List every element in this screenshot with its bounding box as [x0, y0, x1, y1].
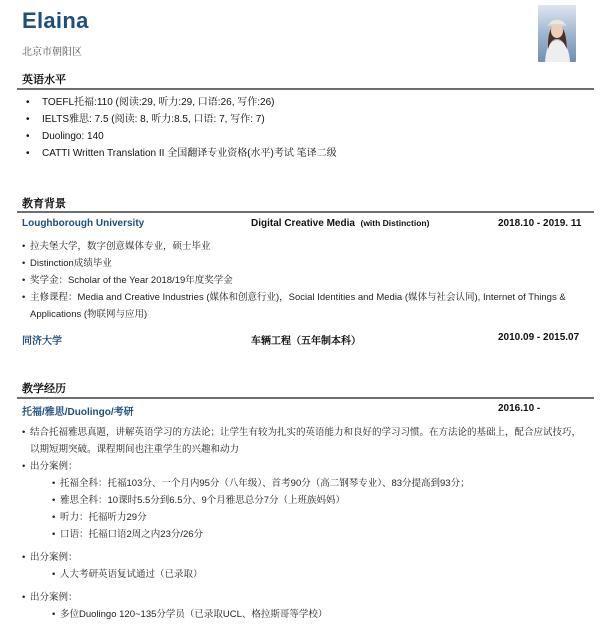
- list-item: • 结合托福雅思真题，讲解英语学习的方法论；让学生有较为扎实的英语能力和良好的学习习惯。在方法论的基础上，配合应试技巧，以期短期突破。课程期间也注重学生的兴趣和动力: [22, 424, 587, 458]
- list-item: • IELTS雅思: 7.5 (阅读: 8, 听力:8.5, 口语: 7, 写作: 7): [26, 113, 337, 130]
- list-item: • 多位Duolingo 120~135分学员（已录取UCL、格拉斯哥等学校）: [52, 606, 587, 623]
- degree-name: Digital Creative Media: [251, 218, 355, 229]
- list-item: • 主修课程：Media and Creative Industries (媒体和创意行业)，Social Identities and Media (媒体与社会认同), Internet of Things & Applications (物联网与应用): [22, 289, 587, 323]
- list-item: • 口语：托福口语2周之内23分/26分: [52, 526, 587, 543]
- list-item: • CATTI Written Translation II 全国翻译专业资格(水平)考试 笔译二级: [26, 147, 337, 164]
- list-item: • 雅思全科：10课时5.5分到6.5分、9个月雅思总分7分（上班族妈妈）: [52, 492, 587, 509]
- date-range: 2016.10 -: [498, 403, 541, 414]
- list-item: • 出分案例：: [22, 549, 587, 566]
- education-entry-header: [22, 218, 582, 232]
- date-range: 2018.10 - 2019. 11: [498, 218, 582, 229]
- list-item: • 出分案例：: [22, 458, 587, 475]
- list-item: • Distinction成绩毕业: [22, 255, 587, 272]
- teaching-role: 托福/雅思/Duolingo/考研: [22, 407, 134, 418]
- list-item: • 出分案例：: [22, 589, 587, 606]
- teaching-entry-header: [22, 403, 582, 417]
- section-divider: [17, 88, 594, 90]
- section-divider: [17, 397, 594, 399]
- list-item: • 拉夫堡大学，数字创意媒体专业，硕士毕业: [22, 238, 587, 255]
- teaching-bullets: [22, 424, 587, 623]
- person-photo-icon: [538, 5, 576, 62]
- list-item: • 奖学金：Scholar of the Year 2018/19年度奖学金: [22, 272, 587, 289]
- education-entry-header: [22, 332, 582, 346]
- list-item: • 人大考研英语复试通过（已录取）: [52, 566, 587, 583]
- section-divider: [17, 211, 594, 213]
- list-item: • 托福全科：托福103分、一个月内95分（八年级）、首考90分（高二钢琴专业）、83分提高到93分；: [52, 475, 587, 492]
- school-name: 同济大学: [22, 336, 62, 347]
- school-name: Loughborough University: [22, 218, 145, 229]
- english-list: [26, 96, 337, 164]
- resume-name: Elaina: [22, 8, 89, 33]
- section-title-teaching: 教学经历: [22, 383, 66, 395]
- list-item: • TOEFL托福:110 (阅读:29, 听力:29, 口语:26, 写作:26): [26, 96, 337, 113]
- resume-address: 北京市朝阳区: [22, 47, 82, 58]
- education-bullets: [22, 238, 587, 323]
- list-item: • Duolingo: 140: [26, 130, 337, 147]
- list-item: • 听力：托福听力29分: [52, 509, 587, 526]
- degree-name: 车辆工程（五年制本科）: [251, 336, 361, 347]
- degree-note: (with Distinction): [360, 218, 430, 228]
- date-range: 2010.09 - 2015.07: [498, 332, 580, 343]
- degree: [251, 218, 429, 229]
- section-title-education: 教育背景: [22, 198, 66, 210]
- section-title-english: 英语水平: [22, 74, 66, 86]
- profile-photo: [538, 5, 576, 62]
